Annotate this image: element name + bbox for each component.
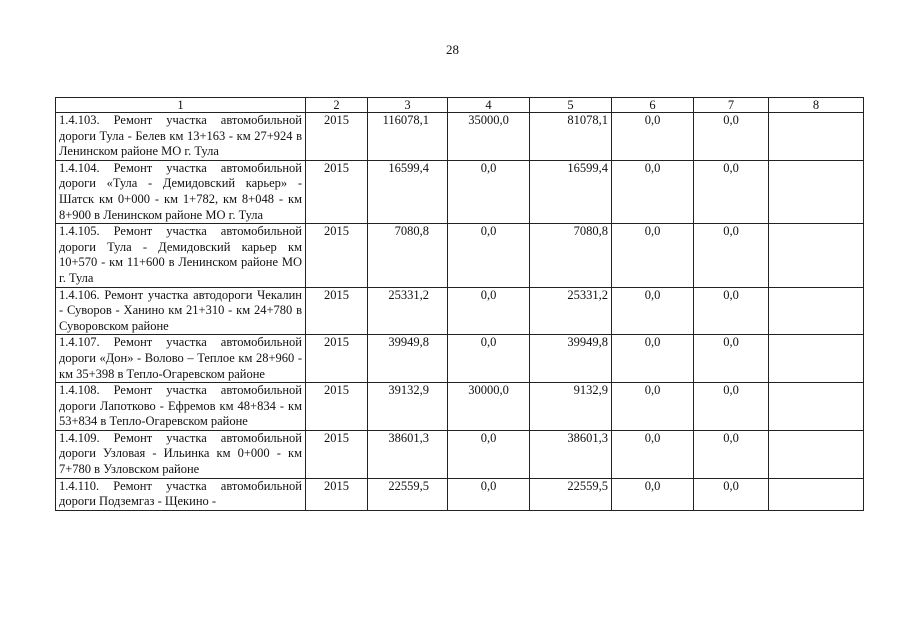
- column-header: 3: [368, 98, 448, 113]
- row-year: 2015: [306, 224, 368, 287]
- column-header: 4: [448, 98, 530, 113]
- row-col4: 0,0: [448, 224, 530, 287]
- row-col5: 81078,1: [530, 113, 612, 161]
- header-row: [56, 98, 864, 113]
- row-col7: 0,0: [694, 478, 769, 510]
- row-col7: 0,0: [694, 113, 769, 161]
- row-col8: [769, 113, 864, 161]
- row-col5: 7080,8: [530, 224, 612, 287]
- row-col7: 0,0: [694, 335, 769, 383]
- row-col4: 0,0: [448, 160, 530, 223]
- row-description: 1.4.103. Ремонт участка автомобильной дороги Тула - Белев км 13+163 - км 27+924 в Ленинском районе МО г. Тула: [56, 113, 306, 161]
- row-total: 25331,2: [368, 287, 448, 335]
- row-col5: 16599,4: [530, 160, 612, 223]
- row-col5: 25331,2: [530, 287, 612, 335]
- row-description: 1.4.107. Ремонт участка автомобильной дороги «Дон» - Волово – Теплое км 28+960 - км 35+398 в Тепло-Огаревском районе: [56, 335, 306, 383]
- row-col8: [769, 287, 864, 335]
- table-row: [56, 383, 864, 431]
- budget-table: [55, 97, 864, 511]
- table-row: [56, 224, 864, 287]
- row-col8: [769, 224, 864, 287]
- row-col6: 0,0: [612, 224, 694, 287]
- row-col7: 0,0: [694, 430, 769, 478]
- row-col4: 0,0: [448, 430, 530, 478]
- row-col7: 0,0: [694, 287, 769, 335]
- row-total: 38601,3: [368, 430, 448, 478]
- row-col6: 0,0: [612, 287, 694, 335]
- row-description: 1.4.105. Ремонт участка автомобильной дороги Тула - Демидовский карьер км 10+570 - км 11+600 в Ленинском районе МО г. Тула: [56, 224, 306, 287]
- row-year: 2015: [306, 160, 368, 223]
- row-col7: 0,0: [694, 160, 769, 223]
- page-number: 28: [446, 42, 459, 57]
- table-row: [56, 335, 864, 383]
- row-col8: [769, 335, 864, 383]
- row-col7: 0,0: [694, 383, 769, 431]
- row-total: 7080,8: [368, 224, 448, 287]
- row-col8: [769, 383, 864, 431]
- column-header: 2: [306, 98, 368, 113]
- row-col6: 0,0: [612, 160, 694, 223]
- column-header: 8: [769, 98, 864, 113]
- row-description: 1.4.110. Ремонт участка автомобильной дороги Подземгаз - Щекино -: [56, 478, 306, 510]
- row-description: 1.4.109. Ремонт участка автомобильной дороги Узловая - Ильинка км 0+000 - км 7+780 в Узловском районе: [56, 430, 306, 478]
- row-year: 2015: [306, 113, 368, 161]
- row-col5: 38601,3: [530, 430, 612, 478]
- table-row: [56, 430, 864, 478]
- column-header: 5: [530, 98, 612, 113]
- row-description: 1.4.108. Ремонт участка автомобильной дороги Лапотково - Ефремов км 48+834 - км 53+834 в Тепло-Огаревском районе: [56, 383, 306, 431]
- row-col4: 0,0: [448, 478, 530, 510]
- column-header: 6: [612, 98, 694, 113]
- row-col6: 0,0: [612, 478, 694, 510]
- row-col4: 35000,0: [448, 113, 530, 161]
- row-description: 1.4.106. Ремонт участка автодороги Чекалин - Суворов - Ханино км 21+310 - км 24+780 в Суворовском районе: [56, 287, 306, 335]
- row-total: 39949,8: [368, 335, 448, 383]
- row-col8: [769, 160, 864, 223]
- row-col8: [769, 430, 864, 478]
- row-col4: 0,0: [448, 287, 530, 335]
- row-year: 2015: [306, 287, 368, 335]
- row-description: 1.4.104. Ремонт участка автомобильной дороги «Тула - Демидовский карьер» - Шатск км 0+000 - км 1+782, км 8+048 - км 8+900 в Ленинском районе МО г. Тула: [56, 160, 306, 223]
- table-row: [56, 478, 864, 510]
- row-col6: 0,0: [612, 113, 694, 161]
- row-col8: [769, 478, 864, 510]
- row-total: 116078,1: [368, 113, 448, 161]
- row-col5: 39949,8: [530, 335, 612, 383]
- table-row: [56, 113, 864, 161]
- row-col6: 0,0: [612, 335, 694, 383]
- row-col5: 22559,5: [530, 478, 612, 510]
- table-row: [56, 160, 864, 223]
- row-col6: 0,0: [612, 430, 694, 478]
- row-col7: 0,0: [694, 224, 769, 287]
- column-header: 1: [56, 98, 306, 113]
- row-col4: 30000,0: [448, 383, 530, 431]
- row-year: 2015: [306, 478, 368, 510]
- row-total: 39132,9: [368, 383, 448, 431]
- table-row: [56, 287, 864, 335]
- row-col5: 9132,9: [530, 383, 612, 431]
- row-year: 2015: [306, 383, 368, 431]
- row-col6: 0,0: [612, 383, 694, 431]
- row-col4: 0,0: [448, 335, 530, 383]
- row-total: 22559,5: [368, 478, 448, 510]
- row-year: 2015: [306, 430, 368, 478]
- column-header: 7: [694, 98, 769, 113]
- row-year: 2015: [306, 335, 368, 383]
- row-total: 16599,4: [368, 160, 448, 223]
